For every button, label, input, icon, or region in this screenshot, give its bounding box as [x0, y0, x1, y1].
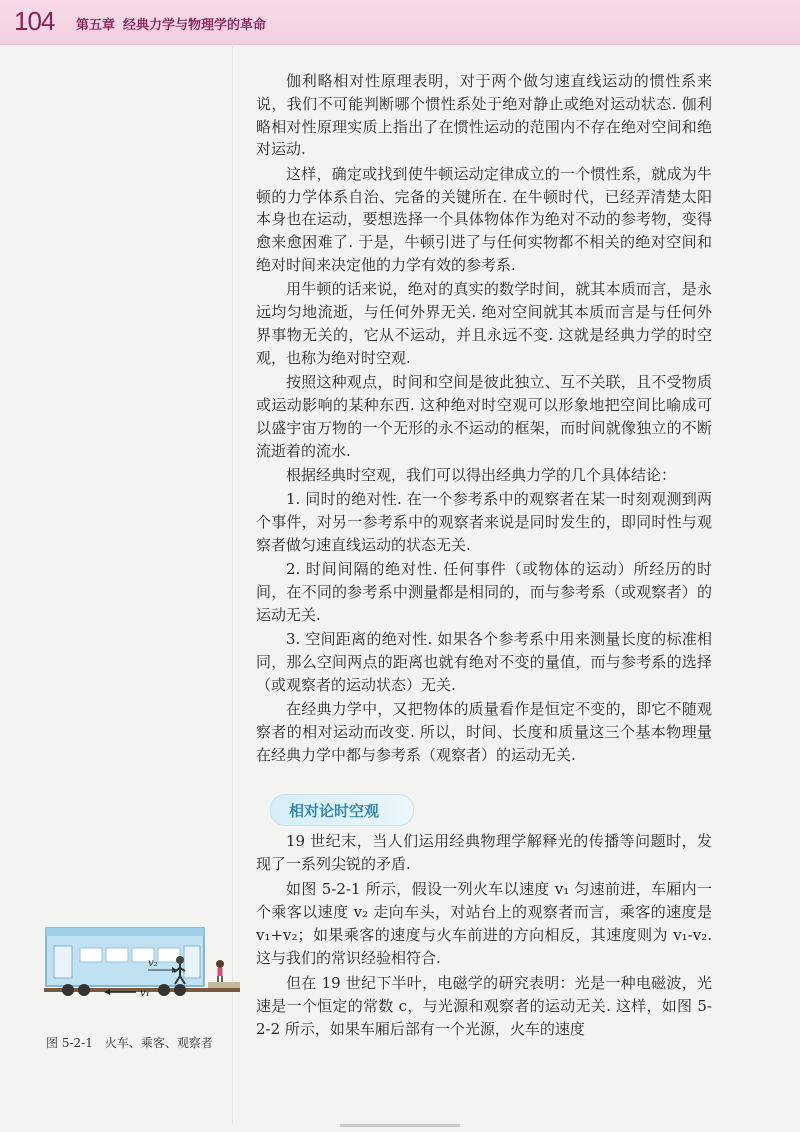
passenger-head: [176, 956, 184, 964]
paragraph: 1. 同时的绝对性. 在一个参考系中的观察者在某一时刻观测到两个事件，对另一参考系中的观察者来说是同时发生的，即同时性与观察者做匀速直线运动的状态无关.: [256, 490, 712, 554]
v2-label: v₂: [148, 958, 158, 969]
wheel: [158, 984, 170, 996]
chapter-name: 经典力学与物理学的革命: [123, 18, 267, 33]
paragraph: 3. 空间距离的绝对性. 如果各个参考系中用来测量长度的标准相同，那么空间两点的距离也就有绝对不变的量值，而与参考系的选择（或观察者的运动状态）无关.: [256, 630, 712, 694]
observer-head: [216, 960, 224, 968]
caption-text: 火车、乘客、观察者: [104, 1036, 213, 1050]
paragraph: 伽利略相对性原理表明，对于两个做匀速直线运动的惯性系来说，我们不可能判断哪个惯性系处于绝对静止或绝对运动状态. 伽利略相对性原理实质上指出了在惯性运动的范围内不存在绝对空间和绝对运动.: [256, 72, 712, 159]
paragraph: 这样，确定或找到使牛顿运动定律成立的一个惯性系，就成为牛顿的力学体系自治、完备的关键所在. 在牛顿时代，已经弄清楚太阳本身也在运动，要想选择一个具体物体作为绝对不动的参考物，变得愈来愈困难了. 于是，牛顿引进了与任何实物都不相关的绝对空间和绝对时间来决定他的力学有效的参考系.: [256, 164, 712, 274]
main-text: [256, 70, 712, 768]
paragraph: 用牛顿的话来说，绝对的真实的数学时间，就其本质而言，是永远均匀地流逝，与任何外界无关. 绝对空间就其本质而言是与任何外界事物无关的，它从不运动，并且永远不变. 这就是经典力学的时空观，也称为绝对时空观.: [256, 280, 712, 367]
wheel: [174, 984, 186, 996]
chapter-title: [76, 14, 266, 33]
train-figure: [44, 920, 240, 1010]
paragraph: 按照这种观点，时间和空间是彼此独立、互不关联，且不受物质或运动影响的某种东西. 这种绝对时空观可以形象地把空间比喻成可以盛宇宙万物的一个无形的永不运动的框架，而时间就像独立的不断流逝着的流水.: [256, 373, 712, 460]
train-window: [80, 948, 102, 962]
caption-number: 图 5-2-1: [46, 1036, 93, 1050]
paragraph: 2. 时间间隔的绝对性. 任何事件（或物体的运动）所经历的时间，在不同的参考系中测量都是相同的，而与参考系（或观察者）的运动无关.: [256, 560, 712, 624]
train-illustration: [44, 920, 240, 1010]
section-text: [256, 830, 712, 1043]
page-bottom-mark: [340, 1124, 460, 1127]
figure-caption: [46, 1034, 213, 1051]
paragraph: 如图 5-2-1 所示，假设一列火车以速度 v₁ 匀速前进，车厢内一个乘客以速度 v₂ 走向车头，对站台上的观察者而言，乘客的速度是 v₁+v₂；如果乘客的速度与火车前进的方向相反，其速度则为 v₁-v₂. 这与我们的常识经验相符合.: [256, 880, 712, 967]
v1-label: v₁: [140, 988, 150, 999]
wheel: [62, 984, 74, 996]
section-heading: [270, 794, 414, 826]
page-number: 104: [14, 6, 55, 36]
chapter-number: 第五章: [76, 18, 116, 33]
page-header: [0, 0, 800, 45]
wheel: [78, 984, 90, 996]
train-window: [106, 948, 128, 962]
platform: [208, 982, 240, 988]
paragraph: 19 世纪末，当人们运用经典物理学解释光的传播等问题时，发现了一系列尖锐的矛盾.: [256, 832, 712, 873]
train-roof: [46, 928, 204, 936]
paragraph: 在经典力学中，又把物体的质量看作是恒定不变的，即它不随观察者的相对运动而改变. 所以，时间、长度和质量这三个基本物理量在经典力学中都与参考系（观察者）的运动无关.: [256, 700, 712, 764]
train-door: [184, 946, 200, 978]
paragraph: 根据经典时空观，我们可以得出经典力学的几个具体结论：: [286, 465, 677, 484]
section-title: 相对论时空观: [289, 802, 380, 820]
observer-legs: [218, 976, 222, 982]
paragraph: 但在 19 世纪下半叶，电磁学的研究表明：光是一种电磁波，光速是一个恒定的常数 c，与光源和观察者的运动无关. 这样，如图 5-2-2 所示，如果车厢后部有一个光源，火车的速度: [256, 974, 712, 1038]
train-door: [54, 946, 72, 978]
